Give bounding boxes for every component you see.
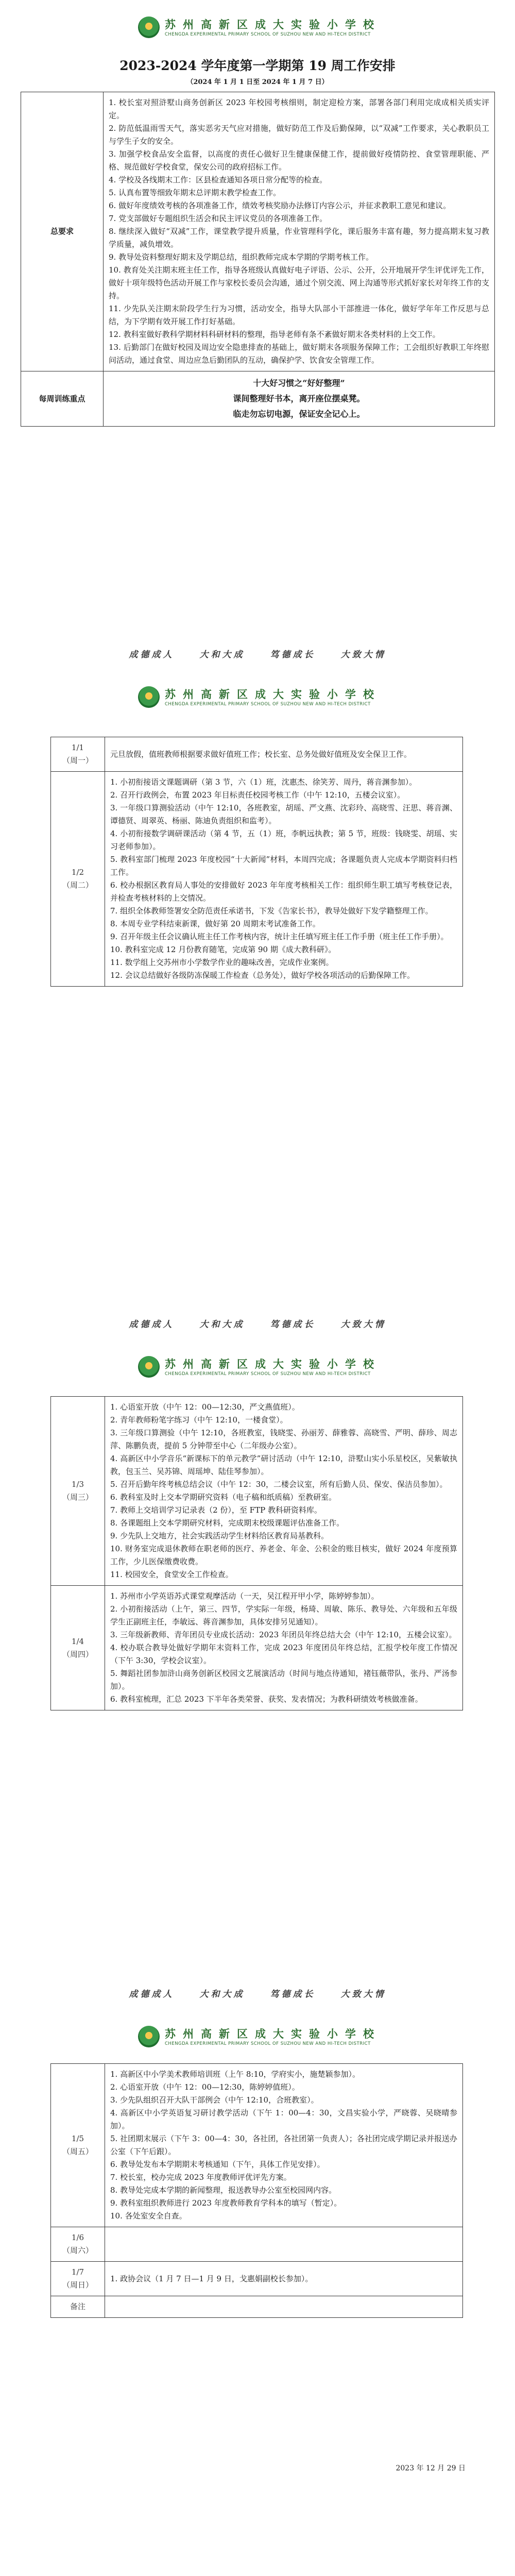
motto: 大和大成: [199, 1319, 245, 1330]
day-content: [105, 2064, 463, 2227]
day-cell: [51, 1586, 105, 1710]
schedule-item: 8. 本周专业学科结束新课，做好第 20 周期末考试准备工作。: [110, 919, 320, 928]
day-row: [51, 1586, 463, 1710]
summary-item: 8. 继续深入做好“双减”工作，课堂教学提升质量，作业管理科学化，课后服务丰富有趣，努力提高期末复习教学质量，减负增效。: [109, 227, 489, 249]
schedule-item: 9. 召开年级主任会议确认班主任工作考核内容，统计主任填写班主任工作手册（班主任工作手册）。: [110, 932, 449, 941]
school-logo: [138, 2026, 160, 2047]
day-row: [51, 737, 463, 772]
habit-row: [21, 371, 495, 427]
school-name-en: CHENGDA EXPERIMENTAL PRIMARY SCHOOL OF SUZHOU NEW AND HI-TECH DISTRICT: [165, 32, 371, 37]
day-date: 1/2: [71, 868, 84, 877]
summary-content: [104, 92, 495, 371]
summary-item: 10. 教育处关注期末班主任工作，指导各班级认真做好电子评语、公示、公开，公开地展开学生评优评先工作，做好十项年级特色活动开展工作与家校长委员会沟通，通过个别交流、网上沟通等形式抓好家长对年终工作的支持。: [109, 265, 489, 300]
schedule-item: 10. 教科室完成 12 月份教育随笔，完成第 90 期《成大教科研》。: [110, 945, 336, 954]
page-1: [0, 0, 515, 670]
schedule-item: 9. 教科室组织教师进行 2023 年度教师教育学科本的填写（暂定）。: [110, 2198, 342, 2208]
schedule-table: [50, 737, 463, 987]
motto: 大致大情: [340, 1989, 386, 1999]
schedule-item: 3. 三年级口算测验（中午 12:10，各班教室，钱晓雯、孙丽芳、薛雅蓉、高晓雪、严明、薛珍、周志萍、陈鹏负责，提前 5 分钟带至中心（二年级办公室）。: [110, 1428, 457, 1450]
school-header: [0, 2020, 515, 2066]
school-name-en: CHENGDA EXPERIMENTAL PRIMARY SCHOOL OF SUZHOU NEW AND HI-TECH DISTRICT: [165, 2041, 371, 2046]
schedule-item: 7. 教师上交培训学习记录表（2 份），至 FTP 教科研资料库。: [110, 1505, 322, 1515]
page-4: [0, 2009, 515, 2576]
schedule-item: 10. 财务室完成退休教师在职老师的医疗、养老金、年金、公积金的账目核实，做好 2024 年度预算工作，少儿医保缴费收费。: [110, 1544, 457, 1566]
day-row: [51, 2262, 463, 2296]
schedule-item: 3. 少先队组织召开大队干部例会（中午 12:10，合班教室）。: [110, 2095, 319, 2105]
schedule-item: 2. 心语室开放（中午 12：00—12:30，陈婷婷值班）。: [110, 2082, 300, 2092]
schedule-item: 10. 各处室安全自查。: [110, 2211, 187, 2221]
day-cell: [51, 2227, 105, 2262]
school-name: 苏州高新区成大实验小学校: [165, 1358, 381, 1370]
schedule-item: 元旦放假，值班教师根据要求做好值班工作；校长室、总务处做好值班及安全保卫工作。: [110, 749, 412, 759]
document-date: 2023 年 12 月 29 日: [396, 2464, 466, 2472]
summary-item: 13. 后勤部门在做好校园及周边安全隐患排查的基础上，做好期末各项服务保障工作；工会组织好教职工年终慰问活动，通过食堂、周边应急后勤团队的互动，确保护学、饮食安全管理工作。: [109, 343, 489, 365]
schedule-item: 4. 小初衔接数学调研课活动（第 4 节，五（1）班，李帆远执教；第 5 节，班级：钱晓雯、胡瑶、实习老师参加）。: [110, 829, 457, 851]
schedule-item: 11. 校园安全，食堂安全工作检查。: [110, 1570, 233, 1579]
day-weekday: （周一）: [62, 756, 93, 765]
schedule-item: 6. 校办根据区教育局人事处的安排做好 2023 年年度考核相关工作：组织师生职工填写考核登记表，并检查考核材料的上交情况。: [110, 880, 457, 903]
schedule-item: 11. 数学组上交苏州市小学数学作业的趣味改善，完成作业案例。: [110, 958, 334, 967]
summary-item: 9. 教导处资料整理好期末及学期总结，组织教师完成本学期的学期考核工作。: [109, 252, 374, 262]
schedule-item: 3. 一年级口算测验活动（中午 12:10，各班教室，胡瑶、严文燕、沈彩玲、高晓雪、汪思、蒋音渊、谭德贤、周翠英、杨丽、陈迪负责组织和监考）。: [110, 803, 457, 825]
document-title: 2023-2024 学年度第一学期第 19 周工作安排: [119, 58, 396, 73]
habit-label: 每周训练重点: [21, 371, 104, 427]
summary-item: 5. 认真布置等细致年期末总评期末教学检查工作。: [109, 188, 281, 197]
motto: 大致大情: [340, 1319, 386, 1330]
motto: 成德成人: [129, 1989, 175, 1999]
day-row: [51, 772, 463, 987]
schedule-item: 5. 召开后勤年终考核总结会议（中午 12：30，二楼会议室，所有后勤人员、保安、保洁员参加）。: [110, 1480, 448, 1489]
schedule-item: 5. 教科室部门梳理 2023 年度校园“十大新闻”材料，本周四完成；各课题负责人完成本学期资料归档工作。: [110, 855, 457, 877]
day-weekday: （周二）: [62, 880, 93, 890]
day-content: [105, 2262, 463, 2296]
page-footer: [0, 647, 515, 663]
day-row: [51, 2227, 463, 2262]
school-name: 苏州高新区成大实验小学校: [165, 19, 381, 31]
motto: 笃德成长: [270, 1319, 316, 1330]
day-weekday: （周日）: [62, 2280, 93, 2290]
summary-table: [21, 92, 495, 427]
day-weekday: （周五）: [62, 2147, 93, 2156]
summary-label: 总要求: [21, 92, 104, 371]
school-name-en: CHENGDA EXPERIMENTAL PRIMARY SCHOOL OF SUZHOU NEW AND HI-TECH DISTRICT: [165, 702, 371, 707]
remarks-row: [51, 2296, 463, 2318]
day-content: [105, 1586, 463, 1710]
schedule-item: 2. 青年教师粉笔字练习（中午 12:10，一楼食堂）。: [110, 1415, 288, 1425]
schedule-table: [50, 1396, 463, 1710]
schedule-item: 1. 高新区中小学美术教师培训班（上午 8:10，学府实小，施楚颖参加）。: [110, 2070, 360, 2079]
day-weekday: （周三）: [62, 1493, 93, 1502]
motto: 大和大成: [199, 1989, 245, 1999]
schedule-item: 6. 教科室及时上交本学期研究资料（电子稿和纸质稿）至教研室。: [110, 1493, 337, 1502]
day-date: 1/7: [71, 2267, 84, 2277]
schedule-item: 1. 政协会议（1 月 7 日—1 月 9 日，戈惠娟副校长参加）。: [110, 2274, 313, 2283]
schedule-item: 2. 召开行政例会，布置 2023 年目标责任校园考核工作（中午 12:10，五楼会议室）。: [110, 790, 405, 800]
schedule-item: 4. 校办联合教导处做好学期年末资料工作，完成 2023 年度团员年终总结，汇报学校年度工作情况（下午 3:30，学校会议室）。: [110, 1643, 457, 1665]
motto: 大致大情: [340, 650, 386, 660]
day-row: [51, 2064, 463, 2227]
summary-item: 4. 学校及各线期末工作：区县检查通知各项日常分配等的检查。: [109, 175, 328, 184]
schedule-item: 4. 高新区中小学音乐“新课标下的单元教学”研讨活动（中午 12:10，浒墅山实小乐星校区，吴紫敏执教，包玉兰、吴苏锦、周瑶坤、陆佳琴参加）。: [110, 1454, 457, 1476]
remarks-label: 备注: [51, 2296, 105, 2318]
schedule-item: 1. 心语室开放（中午 12：00—12:30，严文燕值班）。: [110, 1402, 300, 1412]
school-header: [0, 10, 515, 57]
day-content: [105, 1397, 463, 1586]
page-3: [0, 1340, 515, 2009]
schedule-item: 8. 各课题组上交本学期研究材料，完成期末校级课题评估准备工作。: [110, 1518, 345, 1528]
day-date: 1/5: [71, 2134, 84, 2143]
day-cell: [51, 2262, 105, 2296]
schedule-item: 5. 社团期末展示（下午 3：00—4：30，各社团，各社团第一负责人）；各社团完成学期记录并报送办公室（下午后跟）。: [110, 2134, 457, 2156]
motto: 笃德成长: [270, 1989, 316, 1999]
schedule-item: 7. 组织全体教师签署安全防范责任承诺书，下发《告家长书》，教导处做好下发学籍整理工作。: [110, 906, 433, 916]
habit-line: 十大好习惯之“好好整理”: [253, 378, 345, 388]
summary-item: 1. 校长室对照浒墅山商务创新区 2023 年校园考核细则，制定迎检方案，部署各部门利用完成成相关质实评定。: [109, 98, 489, 120]
motto: 成德成人: [129, 1319, 175, 1330]
school-logo: [138, 686, 160, 708]
summary-item: 7. 党支部做好专题组织生活会和民主评议党员的各项准备工作。: [109, 214, 328, 223]
summary-item: 2. 防范低温雨雪天气，落实恶劣天气应对措施，做好防范工作及后勤保障，以“双减”工作要求，关心教职员工与学生子女的安全。: [109, 124, 489, 146]
schedule-item: 8. 教导处完成本学期的新闻整理，报送教导办公室至校园网内容。: [110, 2185, 337, 2195]
day-cell: [51, 2064, 105, 2227]
summary-item: 3. 加强学校食品安全监督，以高度的责任心做好卫生健康保健工作，提前做好疫情防控、食堂管理职能、严格、规范做好学校食堂，保安公司的政府招标工作。: [109, 149, 489, 172]
day-date: 1/1: [71, 743, 84, 752]
schedule-item: 5. 舞蹈社团参加浒山商务创新区校园文艺展演活动（时间与地点待通知，褚钰薇带队，张丹、严汤参加）。: [110, 1669, 457, 1691]
summary-item: 12. 教科室做好教科学期材料科研材料的整理，指导老师有条不紊做好期末各类材料的上交工作。: [109, 330, 440, 339]
document-subtitle: （2024 年 1 月 1 日至 2024 年 1 月 7 日）: [186, 78, 329, 86]
day-date: 1/3: [71, 1480, 84, 1489]
habit-content: [104, 371, 495, 427]
day-content: [105, 2227, 463, 2262]
summary-row: [21, 92, 495, 371]
remarks-content: [105, 2296, 463, 2318]
habit-line: 课间整理好书本，离开座位摆桌凳。: [233, 394, 365, 403]
schedule-item: 9. 少先队上交地方，社会实践活动学生材料给区教育局基教科。: [110, 1531, 329, 1540]
school-header: [0, 1350, 515, 1396]
schedule-item: 6. 教科室梳理，汇总 2023 下半年各类荣誉、获奖、发表情况；为教科研绩效考核做准备。: [110, 1694, 423, 1704]
schedule-item: 3. 三年级新教师、青年团员专业成长活动：2023 年团员年终总结大会（中午 12:10，五楼会议室）。: [110, 1630, 457, 1639]
summary-item: 6. 做好年度绩效考核的各项准备工作，绩效考核奖励办法修订内容公示，并征求教职工意见和建议。: [109, 201, 451, 210]
motto: 笃德成长: [270, 650, 316, 660]
school-logo: [138, 1356, 160, 1378]
school-logo: [138, 16, 160, 38]
day-date: 1/6: [71, 2233, 84, 2242]
school-name: 苏州高新区成大实验小学校: [165, 2028, 381, 2040]
school-name: 苏州高新区成大实验小学校: [165, 688, 381, 701]
schedule-item: 6. 教导处发布本学期期末考核通知（下午，具体工作见安排）。: [110, 2160, 325, 2169]
page-footer: [0, 1317, 515, 1332]
school-header: [0, 680, 515, 726]
schedule-table: [50, 2063, 463, 2318]
page-2: [0, 670, 515, 1340]
page-footer: [0, 1987, 515, 2002]
day-row: [51, 1397, 463, 1586]
schedule-item: 1. 苏州市小学英语苏式课堂观摩活动（一天，吴江程开甲小学，陈婷婷参加）。: [110, 1591, 379, 1601]
day-weekday: （周四）: [62, 1649, 93, 1659]
motto: 大和大成: [199, 650, 245, 660]
schedule-item: 12. 会议总结做好各级防冻保暖工作检查（总务处），做好学校各项活动的后勤保障工作。: [110, 971, 415, 980]
schedule-item: 2. 小初衔接活动（上午，第三、四节，学实际一年级，杨琦、周敏、陈乐、教导处、六年级和五年级学生正副班主任，李敏远、蒋音渊参加，具体安排另见通知）。: [110, 1604, 457, 1626]
day-weekday: （周六）: [62, 2246, 93, 2255]
day-date: 1/4: [71, 1636, 84, 1646]
habit-line: 临走勿忘切电源，保证安全记心上。: [233, 409, 365, 419]
schedule-item: 4. 高新区中小学英语复习研讨教学活动（下午 1：00—4：30，文昌实验小学，严晓蓉、吴晓晴参加）。: [110, 2108, 457, 2130]
day-cell: [51, 737, 105, 772]
day-content: [105, 737, 463, 772]
day-cell: [51, 772, 105, 987]
schedule-item: 7. 校长室，校办完成 2023 年度教师评优评先方案。: [110, 2173, 291, 2182]
motto: 成德成人: [129, 650, 175, 660]
day-content: [105, 772, 463, 987]
schedule-item: 1. 小初衔接语文课题调研（第 3 节，六（1）班，沈惠杰、徐笑芳、周丹，蒋音渊参加）。: [110, 777, 417, 787]
summary-item: 11. 少先队关注期末阶段学生行为习惯，活动安全，指导大队部小干部推进一体化，做好学年年工作反思与总结，为下学期有效开展工作打好基础。: [109, 304, 489, 326]
school-name-en: CHENGDA EXPERIMENTAL PRIMARY SCHOOL OF SUZHOU NEW AND HI-TECH DISTRICT: [165, 1371, 371, 1377]
day-cell: [51, 1397, 105, 1586]
